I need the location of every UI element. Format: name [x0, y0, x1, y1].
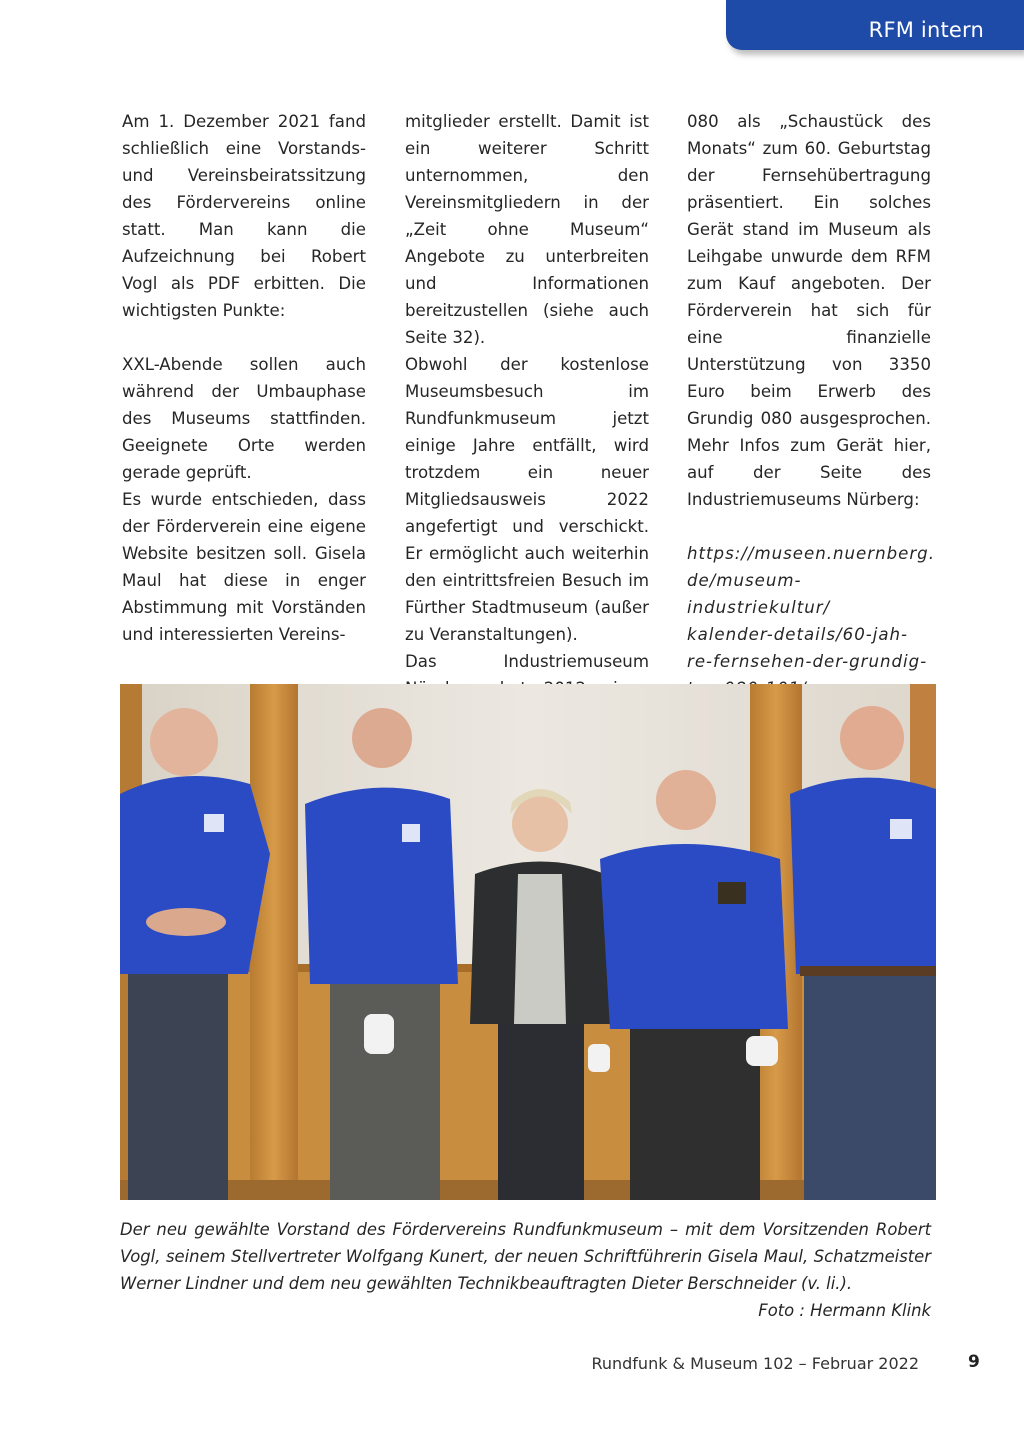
paragraph: 080 als „Schaustück des Monats“ zum 60. Geburtstag der Fernsehübertragung präsentiert. Ein solches Gerät stand im Museum als Leihgabe unwurde dem RFM zum Kauf angeboten. Der Förderverein hat sich für eine finanzielle Unterstützung von 3350 Euro beim Erwerb des Grundig 080 ausgesprochen. Mehr Infos zum Gerät hier, auf der Seite des Industriemuseums Nürberg:	[687, 112, 931, 509]
article-column-2	[405, 108, 649, 729]
paragraph: Obwohl der kostenlose Museumsbesuch im Rundfunkmuseum jetzt einige Jahre entfällt, wird trotzdem ein neuer Mitgliedsausweis 2022 angefertigt und verschickt. Er ermöglicht auch weiterhin den eintrittsfreien Besuch im Fürther Stadtmuseum (außer zu Veranstaltungen).	[405, 355, 649, 644]
group-photo	[120, 684, 936, 1200]
publication-footer: Rundfunk & Museum 102 – Februar 2022	[591, 1354, 919, 1373]
caption-text: Der neu gewählte Vorstand des Fördervereins Rundfunkmuseum – mit dem Vorsitzenden Robert Vogl, seinem Stellvertreter Wolfgang Kunert, der neuen Schriftführerin Gisela Maul, Schatzmeister Werner Lindner und dem neu gewählten Technikbeauftragten Dieter Berschneider (v. li.).	[120, 1220, 931, 1293]
url-line: re-fernsehen-der-grundig-	[687, 652, 928, 671]
paragraph: Am 1. Dezember 2021 fand schließlich eine Vorstands- und Vereinsbeiratssitzung des Fördervereins online statt. Man kann die Aufzeichnung bei Robert Vogl als PDF erbitten. Die wichtigsten Punkte:	[122, 112, 366, 320]
url-line: https://museen.nuernberg.	[687, 544, 935, 563]
photo-credit: Foto : Hermann Klink	[758, 1301, 931, 1320]
section-tab	[726, 0, 1024, 50]
page-number: 9	[968, 1352, 980, 1372]
paragraph: XXL-Abende sollen auch während der Umbauphase des Museums stattfinden. Geeignete Orte werden gerade geprüft.	[122, 355, 366, 482]
museum-link[interactable]	[687, 540, 935, 702]
section-label: RFM intern	[868, 18, 984, 42]
url-line: de/museum-industriekultur/	[687, 571, 831, 617]
paragraph: Das Industriemuseum	[405, 652, 649, 671]
group-photo-illustration	[120, 684, 936, 1200]
url-line: kalender-details/60-jah-	[687, 625, 909, 644]
paragraph: mitglieder erstellt. Damit ist ein weiterer Schritt unternommen, den Vereinsmitgliedern in der „Zeit ohne Museum“ Angebote zu unterbreiten und Informationen bereitzustellen (siehe auch Seite 32).	[405, 112, 649, 347]
paragraph: Es wurde entschieden, dass der Förderverein eine eigene Website besitzen soll. Gisela Maul hat diese in enger Abstimmung mit Vorständen und interessierten Vereins-	[122, 490, 366, 644]
article-column-3	[687, 108, 935, 702]
article-column-1	[122, 108, 366, 648]
photo-caption	[120, 1216, 931, 1324]
